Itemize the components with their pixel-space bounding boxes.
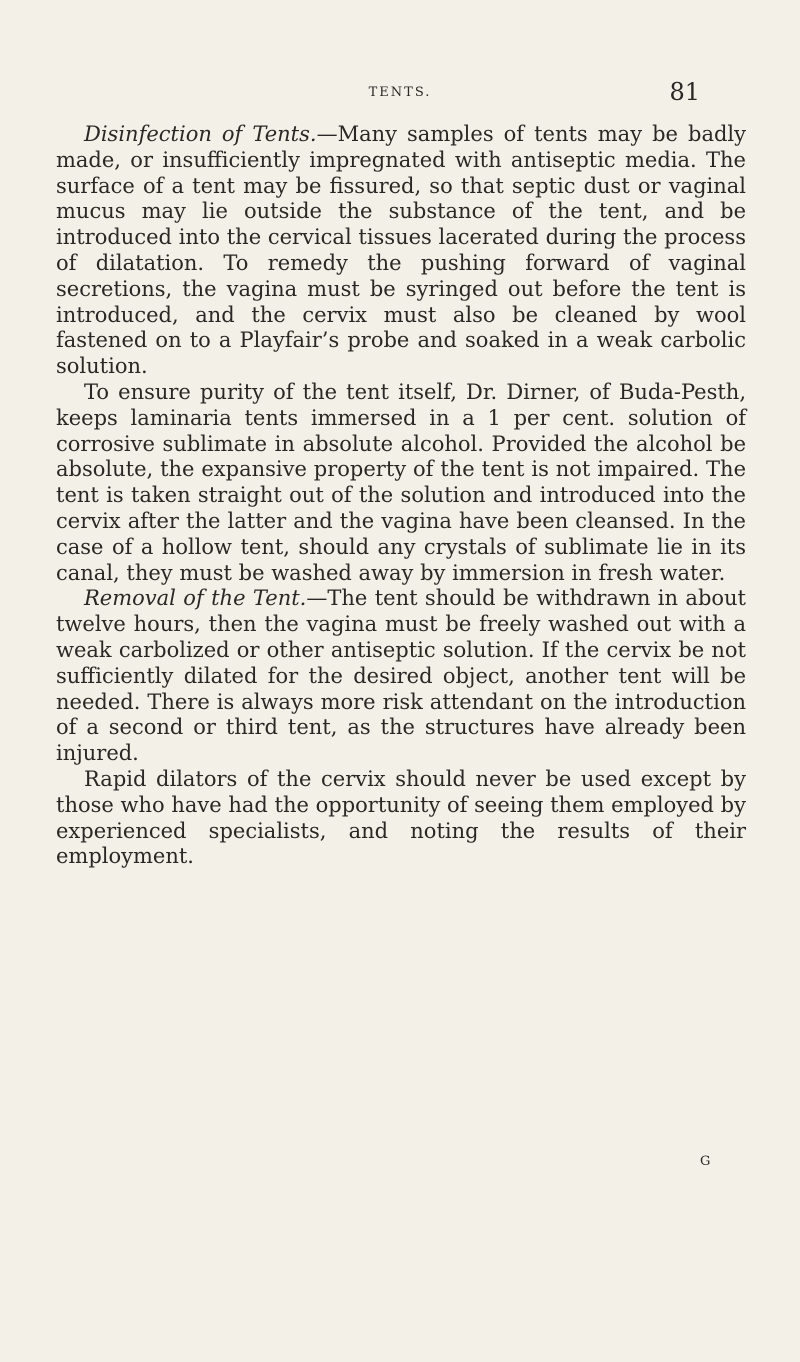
- section-heading-disinfection: Disinfection of Tents.: [84, 122, 317, 146]
- section-heading-removal: Removal of the Tent.: [84, 586, 307, 611]
- paragraph-text: Rapid dilators of the cervix should never be used except by those who have had the opportunity of seeing them employed by experienced specialists, and noting the results of their employment.: [56, 766, 746, 869]
- running-head: [60, 78, 740, 106]
- paragraph-rapid-dilators: [56, 767, 746, 870]
- paragraph-text: To ensure purity of the tent itself, Dr. Dirner, of Buda-Pesth, keeps laminaria tents immersed in a 1 per cent. solution of corrosive sublimate in absolute alcohol. Provided the alcohol be absolute, the expansive property of the tent is not impaired. The tent is taken straight out of the solution and introduced into the cervix after the latter and the vagina have been cleansed. In the case of a hollow tent, should any crystals of sublimate lie in its canal, they must be washed away by immersion in fresh water.: [56, 379, 746, 585]
- paragraph-text: —Many samples of tents may be badly made, or insufficiently impregnated with antiseptic media. The surface of a tent may be fissured, so that septic dust or vaginal mucus may lie outside the substance of the tent, and be introduced into the cervical tissues lacerated during the process of dilatation. To remedy the pushing forward of vaginal secretions, the vagina must be syringed out before the tent is introduced, and the cervix must also be cleaned by wool fastened on to a Playfair’s probe and soaked in a weak carbolic solution.: [56, 122, 746, 379]
- paragraph-removal: [56, 586, 746, 767]
- paragraph-disinfection: [56, 122, 746, 380]
- paragraph-text: —The tent should be withdrawn in about twelve hours, then the vagina must be freely washed out with a weak carbolized or other antiseptic solution. If the cervix be not sufficiently dilated for the desired object, another tent will be needed. There is always more risk attendant on the introduction of a second or third tent, as the structures have already been injured.: [56, 586, 746, 766]
- running-title: TENTS.: [368, 85, 432, 100]
- signature-mark: G: [700, 1154, 711, 1169]
- body-text: [56, 122, 746, 870]
- paragraph-purity: [56, 380, 746, 586]
- page-number: 81: [669, 78, 700, 106]
